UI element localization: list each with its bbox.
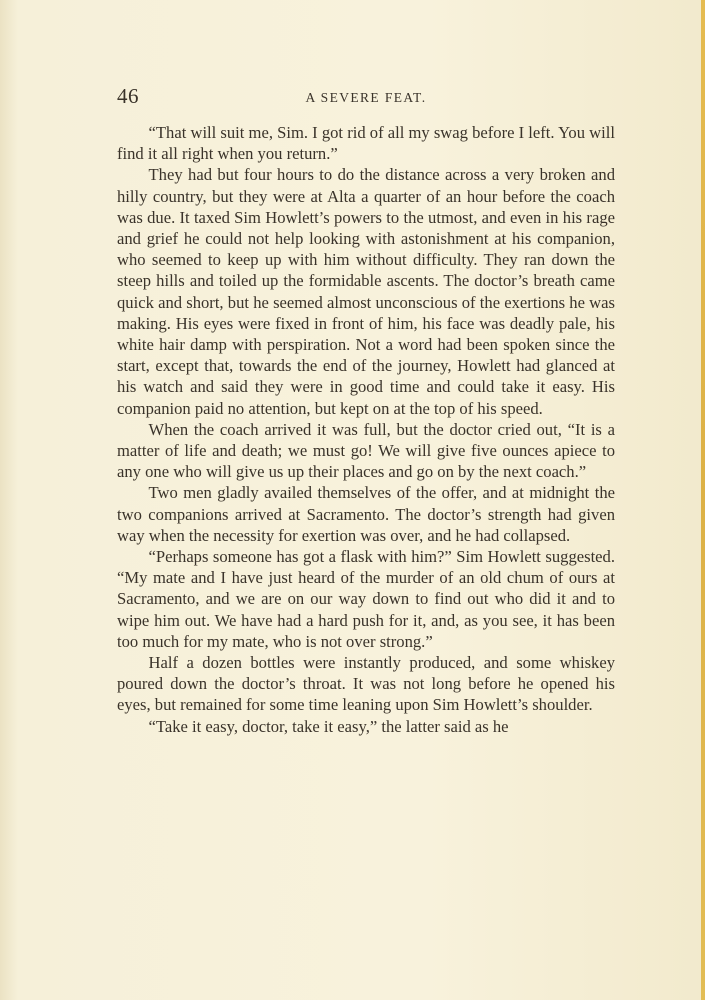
paragraph: “That will suit me, Sim. I got rid of all my swag before I left. You will find it all right when you return.” xyxy=(117,123,615,164)
running-title: A SEVERE FEAT. xyxy=(305,90,427,105)
page-edge xyxy=(701,0,705,1000)
paragraph: Half a dozen bottles were instantly produced, and some whiskey poured down the doctor’s throat. It was not long before he opened his eyes, but remained for some time leaning upon Sim Howlett’s shoulder. xyxy=(117,653,615,715)
paragraph: “Take it easy, doctor, take it easy,” the latter said as he xyxy=(148,716,509,736)
body-text xyxy=(117,122,615,737)
paragraph: “Perhaps someone has got a flask with him?” Sim Howlett suggested. “My mate and I have just heard of the murder of an old chum of ours at Sacramento, and we are on our way down to find out who did it and to wipe him out. We have had a hard push for it, and, as you see, it has been too much for my mate, who is not over strong.” xyxy=(117,547,615,651)
running-head xyxy=(117,84,615,112)
paragraph: They had but four hours to do the distance across a very broken and hilly country, but they were at Alta a quarter of an hour before the coach was due. It taxed Sim Howlett’s powers to the utmost, and even in his rage and grief he could not help looking with astonishment at his companion, who seemed to keep up with him without difficulty. They ran down the steep hills and toiled up the formidable ascents. The doctor’s breath came quick and short, but he seemed almost unconscious of the exertions he was making. His eyes were fixed in front of him, his face was deadly pale, his white hair damp with perspiration. Not a word had been spoken since the start, except that, towards the end of the journey, Howlett had glanced at his watch and said they were in good time and could take it easy. His companion paid no attention, but kept on at the top of his speed. xyxy=(117,165,615,418)
page-number: 46 xyxy=(117,84,139,108)
paragraph: Two men gladly availed themselves of the offer, and at midnight the two companions arrived at Sacramento. The doctor’s strength had given way when the necessity for exertion was over, and he had collapsed. xyxy=(117,483,615,545)
paragraph: When the coach arrived it was full, but the doctor cried out, “It is a matter of life and death; we must go! We will give five ounces apiece to any one who will give us up their places and go on by the next coach.” xyxy=(117,419,615,482)
